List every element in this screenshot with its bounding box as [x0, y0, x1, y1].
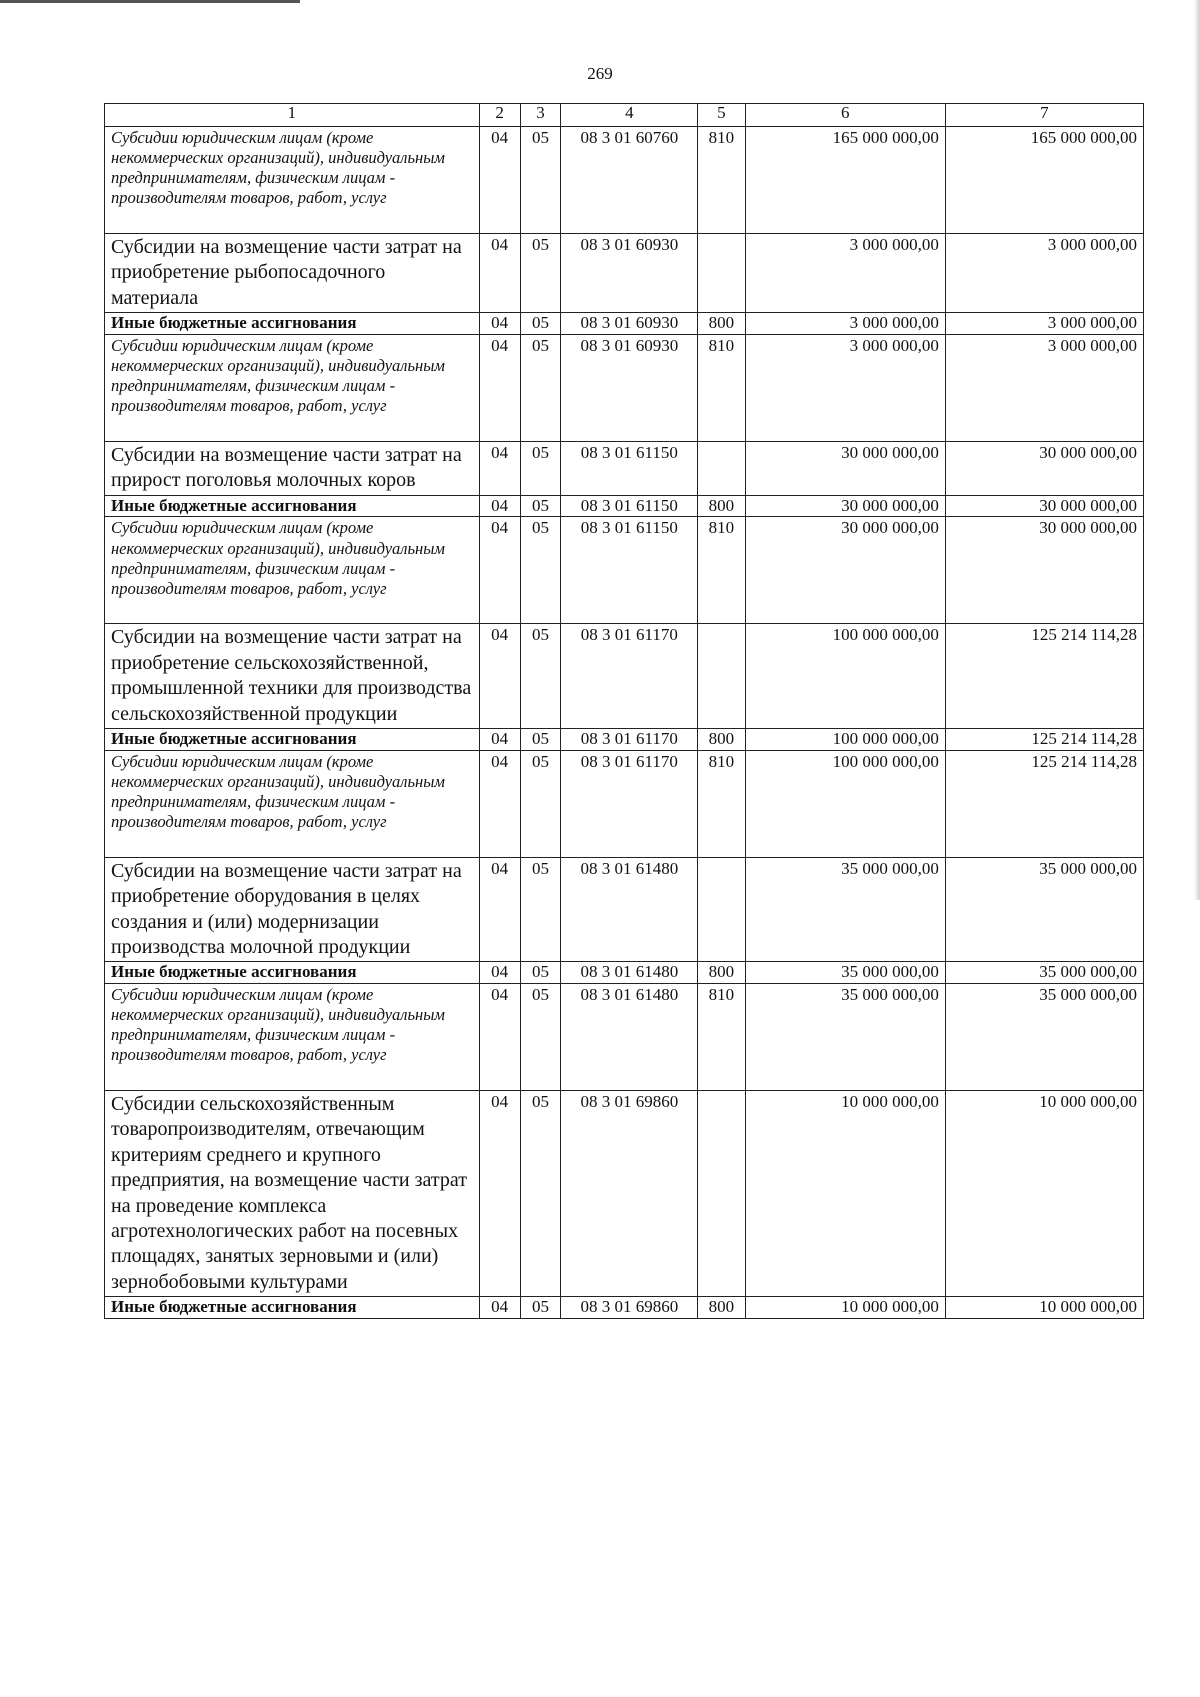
target-article-cell: 08 3 01 61150: [561, 495, 698, 517]
amount-col7-cell: 125 214 114,28: [945, 750, 1143, 857]
row-name-cell: Субсидии юридическим лицам (кроме некоммерческих организаций), индивидуальным предпринимателям, физическим лицам - производителям товаров, работ, услуг: [105, 127, 480, 234]
section-code-cell: 04: [479, 234, 520, 313]
section-code-cell: 04: [479, 624, 520, 729]
row-name-cell: Субсидии сельскохозяйственным товаропроизводителям, отвечающим критериям среднего и крупного предприятия, на возмещение части затрат на проведение комплекса агротехнологических работ на посевных площадях, занятых зерновыми и (или) зернобобовыми культурами: [105, 1091, 480, 1297]
target-article-cell: 08 3 01 61170: [561, 728, 698, 750]
subsection-code-cell: 05: [520, 962, 561, 984]
table-body: [105, 127, 1144, 1319]
amount-col6-cell: 10 000 000,00: [745, 1297, 945, 1319]
amount-col7-cell: 35 000 000,00: [945, 857, 1143, 962]
amount-col6-cell: 30 000 000,00: [745, 441, 945, 495]
target-article-cell: 08 3 01 61480: [561, 857, 698, 962]
row-name-cell: Субсидии на возмещение части затрат на приобретение рыбопосадочного материала: [105, 234, 480, 313]
table-row: [105, 1297, 1144, 1319]
amount-col7-cell: 10 000 000,00: [945, 1091, 1143, 1297]
subsection-code-cell: 05: [520, 127, 561, 234]
amount-col7-cell: 165 000 000,00: [945, 127, 1143, 234]
expense-type-cell: [698, 1091, 745, 1297]
expense-type-cell: 800: [698, 313, 745, 335]
amount-col7-cell: 30 000 000,00: [945, 441, 1143, 495]
column-header-2: 2: [479, 104, 520, 127]
amount-col7-cell: 30 000 000,00: [945, 495, 1143, 517]
column-header-1: 1: [105, 104, 480, 127]
target-article-cell: 08 3 01 60760: [561, 127, 698, 234]
expense-type-cell: 810: [698, 517, 745, 624]
expense-type-cell: 800: [698, 495, 745, 517]
table-header-row: [105, 104, 1144, 127]
expense-type-cell: [698, 624, 745, 729]
amount-col6-cell: 10 000 000,00: [745, 1091, 945, 1297]
section-code-cell: 04: [479, 1297, 520, 1319]
expense-type-cell: [698, 857, 745, 962]
section-code-cell: 04: [479, 495, 520, 517]
table-row: [105, 334, 1144, 441]
subsection-code-cell: 05: [520, 517, 561, 624]
amount-col6-cell: 3 000 000,00: [745, 313, 945, 335]
table-row: [105, 728, 1144, 750]
target-article-cell: 08 3 01 61170: [561, 624, 698, 729]
expense-type-cell: 810: [698, 984, 745, 1091]
page-number: 269: [587, 64, 613, 83]
expense-type-cell: 810: [698, 750, 745, 857]
column-header-6: 6: [745, 104, 945, 127]
subsection-code-cell: 05: [520, 334, 561, 441]
section-code-cell: 04: [479, 334, 520, 441]
row-name-cell: Иные бюджетные ассигнования: [105, 495, 480, 517]
amount-col6-cell: 100 000 000,00: [745, 728, 945, 750]
row-name-cell: Иные бюджетные ассигнования: [105, 962, 480, 984]
section-code-cell: 04: [479, 127, 520, 234]
target-article-cell: 08 3 01 61170: [561, 750, 698, 857]
amount-col6-cell: 35 000 000,00: [745, 857, 945, 962]
section-code-cell: 04: [479, 313, 520, 335]
table-row: [105, 962, 1144, 984]
expense-type-cell: [698, 234, 745, 313]
row-name-cell: Субсидии на возмещение части затрат на прирост поголовья молочных коров: [105, 441, 480, 495]
column-header-3: 3: [520, 104, 561, 127]
table-row: [105, 624, 1144, 729]
subsection-code-cell: 05: [520, 1091, 561, 1297]
subsection-code-cell: 05: [520, 750, 561, 857]
expense-type-cell: [698, 441, 745, 495]
table-row: [105, 517, 1144, 624]
target-article-cell: 08 3 01 61150: [561, 441, 698, 495]
scan-edge-top: [0, 0, 300, 3]
target-article-cell: 08 3 01 60930: [561, 313, 698, 335]
table-row: [105, 1091, 1144, 1297]
amount-col6-cell: 100 000 000,00: [745, 750, 945, 857]
amount-col7-cell: 3 000 000,00: [945, 234, 1143, 313]
row-name-cell: Субсидии на возмещение части затрат на приобретение оборудования в целях создания и (или) модернизации производства молочной продукции: [105, 857, 480, 962]
subsection-code-cell: 05: [520, 495, 561, 517]
expense-type-cell: 800: [698, 1297, 745, 1319]
target-article-cell: 08 3 01 69860: [561, 1091, 698, 1297]
subsection-code-cell: 05: [520, 441, 561, 495]
column-header-5: 5: [698, 104, 745, 127]
amount-col7-cell: 125 214 114,28: [945, 624, 1143, 729]
subsection-code-cell: 05: [520, 234, 561, 313]
amount-col6-cell: 165 000 000,00: [745, 127, 945, 234]
expense-type-cell: 800: [698, 728, 745, 750]
target-article-cell: 08 3 01 61150: [561, 517, 698, 624]
table-row: [105, 857, 1144, 962]
expense-type-cell: 810: [698, 334, 745, 441]
section-code-cell: 04: [479, 750, 520, 857]
table-row: [105, 750, 1144, 857]
target-article-cell: 08 3 01 60930: [561, 234, 698, 313]
target-article-cell: 08 3 01 61480: [561, 962, 698, 984]
target-article-cell: 08 3 01 69860: [561, 1297, 698, 1319]
section-code-cell: 04: [479, 962, 520, 984]
amount-col6-cell: 30 000 000,00: [745, 517, 945, 624]
row-name-cell: Субсидии юридическим лицам (кроме некоммерческих организаций), индивидуальным предпринимателям, физическим лицам - производителям товаров, работ, услуг: [105, 517, 480, 624]
subsection-code-cell: 05: [520, 313, 561, 335]
row-name-cell: Субсидии юридическим лицам (кроме некоммерческих организаций), индивидуальным предпринимателям, физическим лицам - производителям товаров, работ, услуг: [105, 984, 480, 1091]
amount-col6-cell: 3 000 000,00: [745, 234, 945, 313]
scan-edge-right: [1194, 0, 1200, 900]
amount-col6-cell: 100 000 000,00: [745, 624, 945, 729]
amount-col7-cell: 35 000 000,00: [945, 984, 1143, 1091]
row-name-cell: Субсидии на возмещение части затрат на приобретение сельскохозяйственной, промышленной техники для производства сельскохозяйственной продукции: [105, 624, 480, 729]
column-header-7: 7: [945, 104, 1143, 127]
amount-col6-cell: 30 000 000,00: [745, 495, 945, 517]
target-article-cell: 08 3 01 61480: [561, 984, 698, 1091]
budget-table: [104, 103, 1144, 1319]
expense-type-cell: 810: [698, 127, 745, 234]
subsection-code-cell: 05: [520, 1297, 561, 1319]
row-name-cell: Иные бюджетные ассигнования: [105, 313, 480, 335]
table-row: [105, 234, 1144, 313]
amount-col7-cell: 125 214 114,28: [945, 728, 1143, 750]
amount-col7-cell: 3 000 000,00: [945, 313, 1143, 335]
section-code-cell: 04: [479, 728, 520, 750]
row-name-cell: Субсидии юридическим лицам (кроме некоммерческих организаций), индивидуальным предпринимателям, физическим лицам - производителям товаров, работ, услуг: [105, 334, 480, 441]
amount-col7-cell: 3 000 000,00: [945, 334, 1143, 441]
table-row: [105, 313, 1144, 335]
row-name-cell: Иные бюджетные ассигнования: [105, 728, 480, 750]
row-name-cell: Иные бюджетные ассигнования: [105, 1297, 480, 1319]
subsection-code-cell: 05: [520, 984, 561, 1091]
subsection-code-cell: 05: [520, 857, 561, 962]
column-header-4: 4: [561, 104, 698, 127]
expense-type-cell: 800: [698, 962, 745, 984]
table-row: [105, 441, 1144, 495]
amount-col6-cell: 3 000 000,00: [745, 334, 945, 441]
amount-col7-cell: 35 000 000,00: [945, 962, 1143, 984]
table-row: [105, 127, 1144, 234]
table-row: [105, 495, 1144, 517]
subsection-code-cell: 05: [520, 624, 561, 729]
table-row: [105, 984, 1144, 1091]
amount-col6-cell: 35 000 000,00: [745, 984, 945, 1091]
amount-col7-cell: 10 000 000,00: [945, 1297, 1143, 1319]
section-code-cell: 04: [479, 1091, 520, 1297]
target-article-cell: 08 3 01 60930: [561, 334, 698, 441]
section-code-cell: 04: [479, 517, 520, 624]
section-code-cell: 04: [479, 984, 520, 1091]
row-name-cell: Субсидии юридическим лицам (кроме некоммерческих организаций), индивидуальным предпринимателям, физическим лицам - производителям товаров, работ, услуг: [105, 750, 480, 857]
subsection-code-cell: 05: [520, 728, 561, 750]
section-code-cell: 04: [479, 441, 520, 495]
amount-col6-cell: 35 000 000,00: [745, 962, 945, 984]
section-code-cell: 04: [479, 857, 520, 962]
amount-col7-cell: 30 000 000,00: [945, 517, 1143, 624]
